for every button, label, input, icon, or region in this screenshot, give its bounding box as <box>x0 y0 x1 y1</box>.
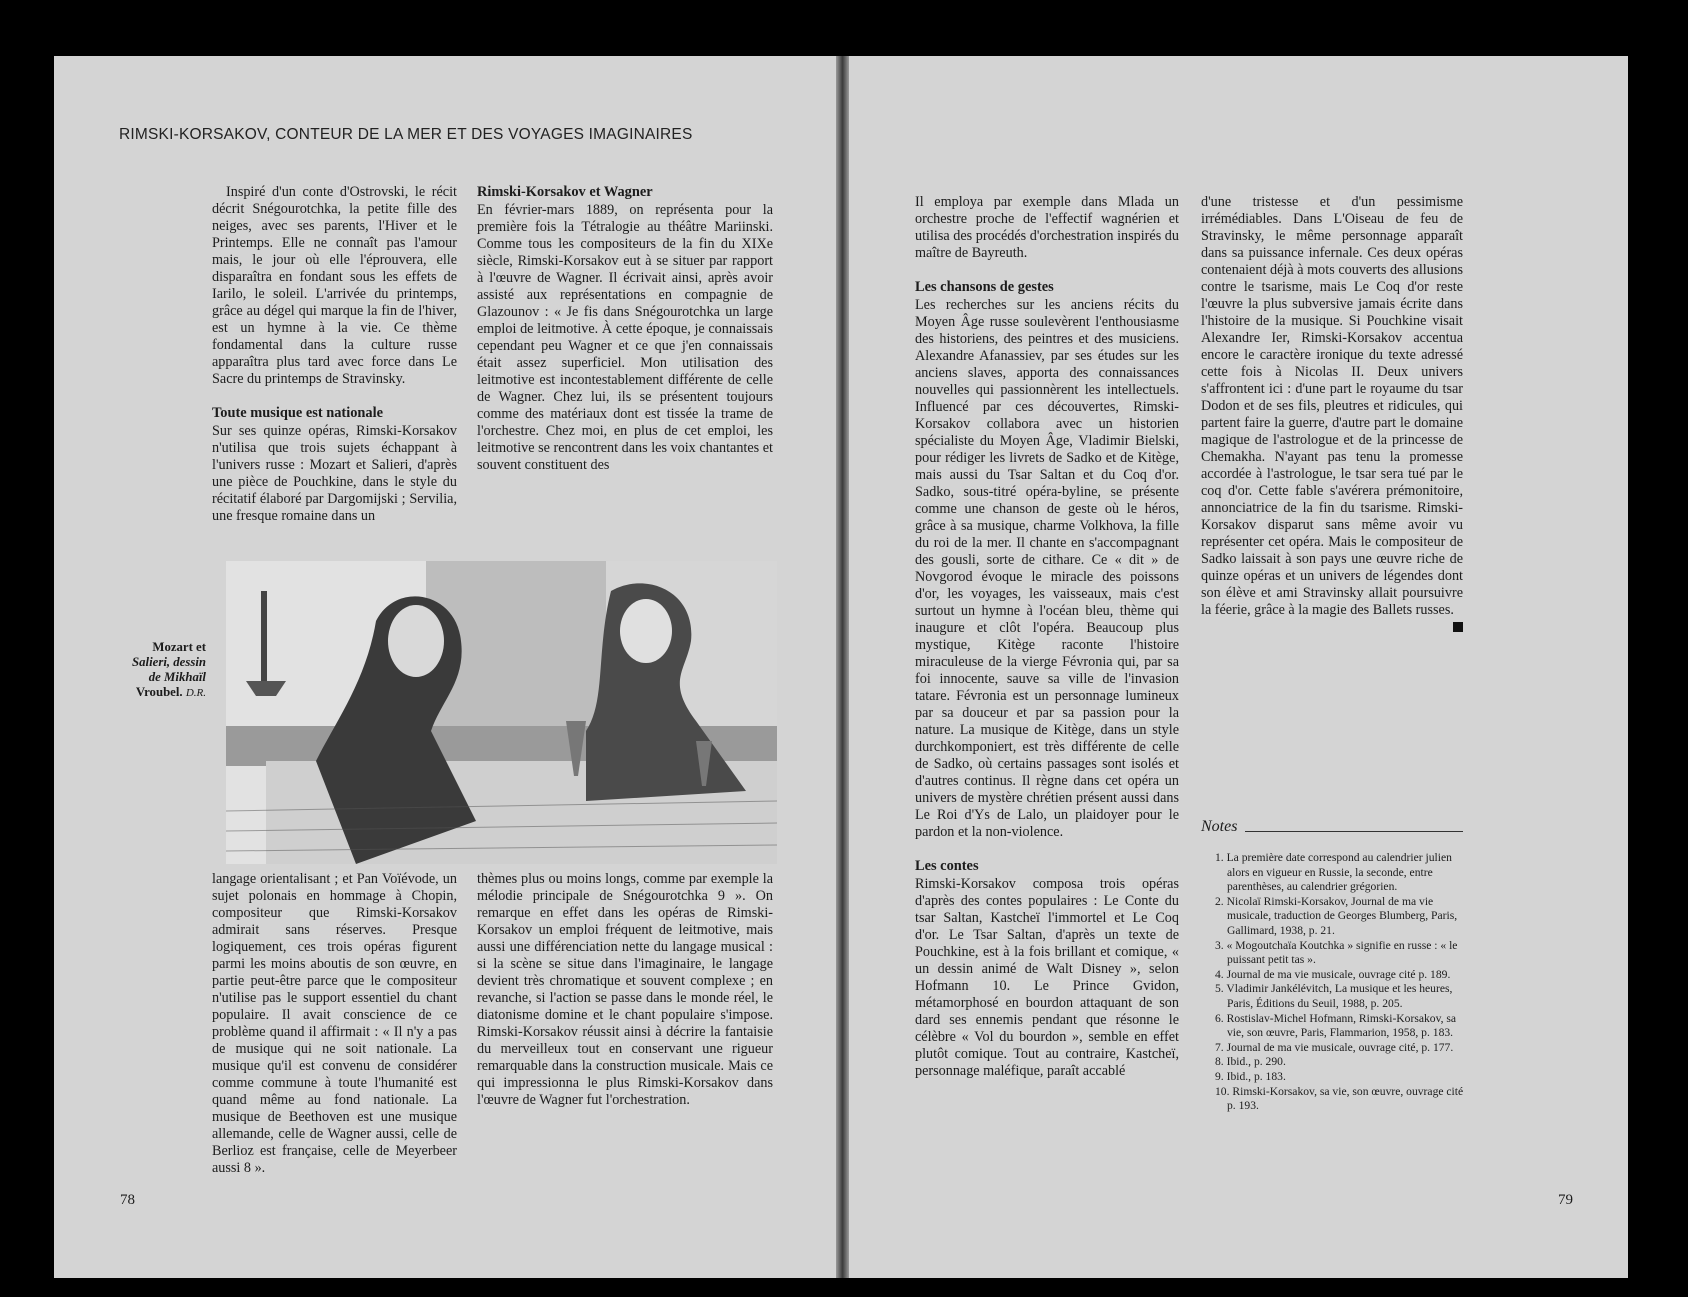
right-column-1 <box>915 194 1179 1080</box>
page-number: 78 <box>120 1192 135 1208</box>
section-heading: Toute musique est nationale <box>212 405 383 421</box>
paragraph: Les recherches sur les anciens récits du Moyen Âge russe soulevèrent l'enthousiasme des historiens, des peintres et des musiciens. Alexandre Afanassiev, par ses études sur les anciens slaves, apporta des connaissances nouvelles qui passionnèrent les intellectuels. Influencé par ces découvertes, Rimski-Korsakov collabora avec un historien spécialiste du Moyen Âge, Vladimir Bielski, pour rédiger les livrets de Sadko et de Kitège, mais aussi du Tsar Saltan et du Coq d'or. Sadko, sous-titré opéra-byline, se présente comme une chanson de geste où le héros, grâce à sa musique, charme Volkhova, la fille du roi de la mer. Il chante en s'accompagnant des gousli, sorte de cithare. Ce « dit » de Novgorod évoque le miracle des poissons d'or, les voyages, les vaisseaux, mais c'est surtout un hymne à l'océan bleu, thème qui inaugure et clôt l'opéra. Beaucoup plus mystique, Kitège raconte l'histoire miraculeuse de la vierge Févronia qui, par sa foi innocente, sauve sa ville de l'invasion tatare. Févronia est un personnage lumineux par sa douceur et par sa passion pour la nature. La musique de Kitège, dans un style durchkomponiert, est très différente de celle de Sadko, où certains passages sont isolés et d'autres continus. Il règne dans cet opéra un univers de mystère chrétien présent aussi dans Le Roi d'Ys de Lalo, un plaidoyer pour le pardon et la non-violence. <box>915 297 1179 840</box>
paragraph: langage orientalisant ; et Pan Voïévode, un sujet polonais en hommage à Chopin, compositeur que Rimski-Korsakov admirait sans réserves. Presque logiquement, ces trois opéras figurent parmi les moins aboutis de son œuvre, en partie peut-être parce que le compositeur n'utilise pas le support essentiel du chant populaire. Il avait conscience de ce problème quand il affirmait : « Il n'y a pas de musique qui ne soit nationale. La musique qu'il est convenu de considérer comme commune à toute l'humanité est quand même au fond nationale. La musique de Beethoven est une musique allemande, celle de Wagner aussi, celle de Berlioz est française, celle de Meyerbeer aussi 8 ». <box>212 871 457 1176</box>
right-page <box>849 56 1628 1278</box>
notes-rule <box>1245 830 1463 832</box>
page-number: 79 <box>1558 1192 1573 1208</box>
caption-line: Mozart et <box>152 640 206 654</box>
paragraph: Inspiré d'un conte d'Ostrovski, le récit décrit Snégourotchka, la petite fille des neiges, avec ses parents, l'Hiver et le Printemps. Elle ne connaît pas l'amour mais, le jour où elle l'éprouvera, elle disparaîtra en fondant sous les effets de Iarilo, le soleil. L'arrivée du printemps, grâce au dégel qui marque la fin de l'hiver, est un hymne à la vie. Ce thème fondamental dans la culture russe apparaîtra plus tard avec force dans Le Sacre du printemps de Stravinsky. <box>212 184 457 387</box>
caption-credit: D.R. <box>185 687 206 699</box>
paragraph: Sur ses quinze opéras, Rimski-Korsakov n'utilisa que trois sujets échappant à l'univers russe : Mozart et Salieri, d'après une pièce de Pouchkine, dans le style du récitatif élaboré par Dargomijski ; Servilia, une fresque romaine dans un <box>212 423 457 524</box>
note-item: 9. Ibid., p. 183. <box>1215 1069 1286 1083</box>
note-item: 2. Nicolaï Rimski-Korsakov, Journal de ma vie musicale, traduction de Georges Blumberg, Paris, Gallimard, 1938, p. 21. <box>1215 894 1458 937</box>
left-page <box>54 56 836 1278</box>
running-head: RIMSKI-KORSAKOV, CONTEUR DE LA MER ET DES VOYAGES IMAGINAIRES <box>119 126 693 143</box>
note-item: 1. La première date correspond au calendrier julien alors en vigueur en Russie, la seconde, entre parenthèses, au calendrier grégorien. <box>1215 851 1452 894</box>
end-of-article-mark <box>1453 622 1463 632</box>
left-column-2-bottom <box>477 871 773 1109</box>
figure-caption <box>84 640 206 701</box>
paragraph: thèmes plus ou moins longs, comme par exemple la mélodie principale de Snégourotchka 9 ». On remarque en effet dans les opéras de Rimski-Korsakov un emploi fréquent de leitmotive, mais aussi une différenciation nette du langage musical : si la scène se situe dans l'imaginaire, le langage devient très chromatique et souvent complexe ; en revanche, si l'action se passe dans le monde réel, le diatonisme domine et le chant populaire s'impose. Rimski-Korsakov réussit ainsi à décrire la fantaisie du merveilleux tout en conservant une rigueur remarquable dans la construction musicale. Mais ce qui impressionna le plus Rimski-Korsakov dans l'œuvre de Wagner fut l'orchestration. <box>477 871 773 1108</box>
note-item: 8. Ibid., p. 290. <box>1215 1055 1286 1069</box>
note-item: 3. « Mogoutchaïa Koutchka » signifie en russe : « le puissant petit tas ». <box>1215 938 1458 967</box>
note-item: 7. Journal de ma vie musicale, ouvrage cité, p. 177. <box>1215 1040 1454 1054</box>
notes-list <box>1215 851 1465 1114</box>
note-item: 6. Rostislav-Michel Hofmann, Rimski-Korsakov, sa vie, son œuvre, Paris, Flammarion, 1958, p. 183. <box>1215 1011 1457 1040</box>
note-item: 10. Rimski-Korsakov, sa vie, son œuvre, ouvrage cité p. 193. <box>1215 1084 1464 1113</box>
caption-line: Salieri, dessin <box>132 655 206 669</box>
paragraph: Rimski-Korsakov composa trois opéras d'après des contes populaires : Le Conte du tsar Saltan, Kastcheï l'immortel et Le Coq d'or. Le Tsar Saltan, d'après un texte de Pouchkine, est à la fois brillant et comique, « un dessin animé de Walt Disney », selon Hofmann 10. Le Prince Gvidon, métamorphosé en bourdon attaquant de son dard ses ennemis pendant que résonne le célèbre « Vol du bourdon », semble en effet plutôt comique. Tout au contraire, Kastcheï, personnage maléfique, paraît accablé <box>915 876 1179 1079</box>
paragraph: En février-mars 1889, on représenta pour la première fois la Tétralogie au théâtre Mariinski. Comme tous les compositeurs de la fin du XIXe siècle, Rimski-Korsakov eut à se situer par rapport à l'œuvre de Wagner. Il écrivait ainsi, après avoir assisté aux représentations en compagnie de Glazounov : « Je fis dans Snégourotchka un large emploi de leitmotive. À cette époque, je connaissais cependant peu Wagner et ce que j'en connaissais était assez superficiel. Mon utilisation des leitmotive est incontestablement différente de celle de Wagner. Chez lui, ils se présentent toujours comme des matériaux dont est tissée la trame de l'orchestre. Chez moi, en plus de cet emploi, les leitmotive se rencontrent dans les voix chantantes et souvent constituent des <box>477 202 773 473</box>
notes-title: Notes <box>1201 818 1238 835</box>
note-item: 5. Vladimir Jankélévitch, La musique et les heures, Paris, Éditions du Seuil, 1988, p. 205. <box>1215 982 1453 1010</box>
section-heading: Rimski-Korsakov et Wagner <box>477 184 653 200</box>
paragraph <box>1201 194 1463 619</box>
paragraph-text: d'une tristesse et d'un pessimisme irrémédiables. Dans L'Oiseau de feu de Stravinsky, le même personnage apparaît dans sa puissance infernale. Ces deux opéras contenaient déjà à mots couverts des allusions contre le tsarisme, mais Le Coq d'or reste l'œuvre la plus subversive jamais écrite dans l'histoire de la musique. Si Pouchkine visait Alexandre Ier, Rimski-Korsakov accentua encore le caractère ironique du texte adressé cette fois à Nicolas II. Deux univers s'affrontent ici : d'une part le royaume du tsar Dodon et de ses fils, pleutres et ridicules, qui partent faire la guerre, d'autre part le domaine magique de l'astrologue et de la princesse de Chemakha. N'ayant pas tenu la promesse accordée à l'astrologue, le tsar sera tué par le coq d'or. Cette fable s'avérera prémonitoire, annonciatrice de la fin du tsarisme. Rimski-Korsakov disparut sans même avoir vu représenter cet opéra. Mais le compositeur de Sadko laissait à son pays une œuvre riche de quinze opéras et un univers de légendes dont son élève et ami Stravinsky allait poursuivre la féerie, grâce à la magie des Ballets russes. <box>1201 194 1463 618</box>
left-column-2 <box>477 184 773 474</box>
section-heading: Les contes <box>915 858 979 874</box>
paragraph: Il employa par exemple dans Mlada un orchestre proche de l'effectif wagnérien et utilisa des procédés d'orchestration inspirés du maître de Bayreuth. <box>915 194 1179 261</box>
notes-heading <box>1201 818 1463 836</box>
left-column-1 <box>212 184 457 525</box>
right-column-2 <box>1201 194 1463 632</box>
book-gutter <box>836 56 849 1278</box>
illustration-mozart-salieri <box>226 561 777 864</box>
caption-line: de Mikhaïl <box>148 670 206 684</box>
section-heading: Les chansons de gestes <box>915 279 1054 295</box>
note-item: 4. Journal de ma vie musicale, ouvrage cité p. 189. <box>1215 967 1451 981</box>
drawing-image <box>226 561 777 864</box>
caption-line: Vroubel. <box>135 685 183 699</box>
left-column-1-bottom <box>212 871 457 1177</box>
